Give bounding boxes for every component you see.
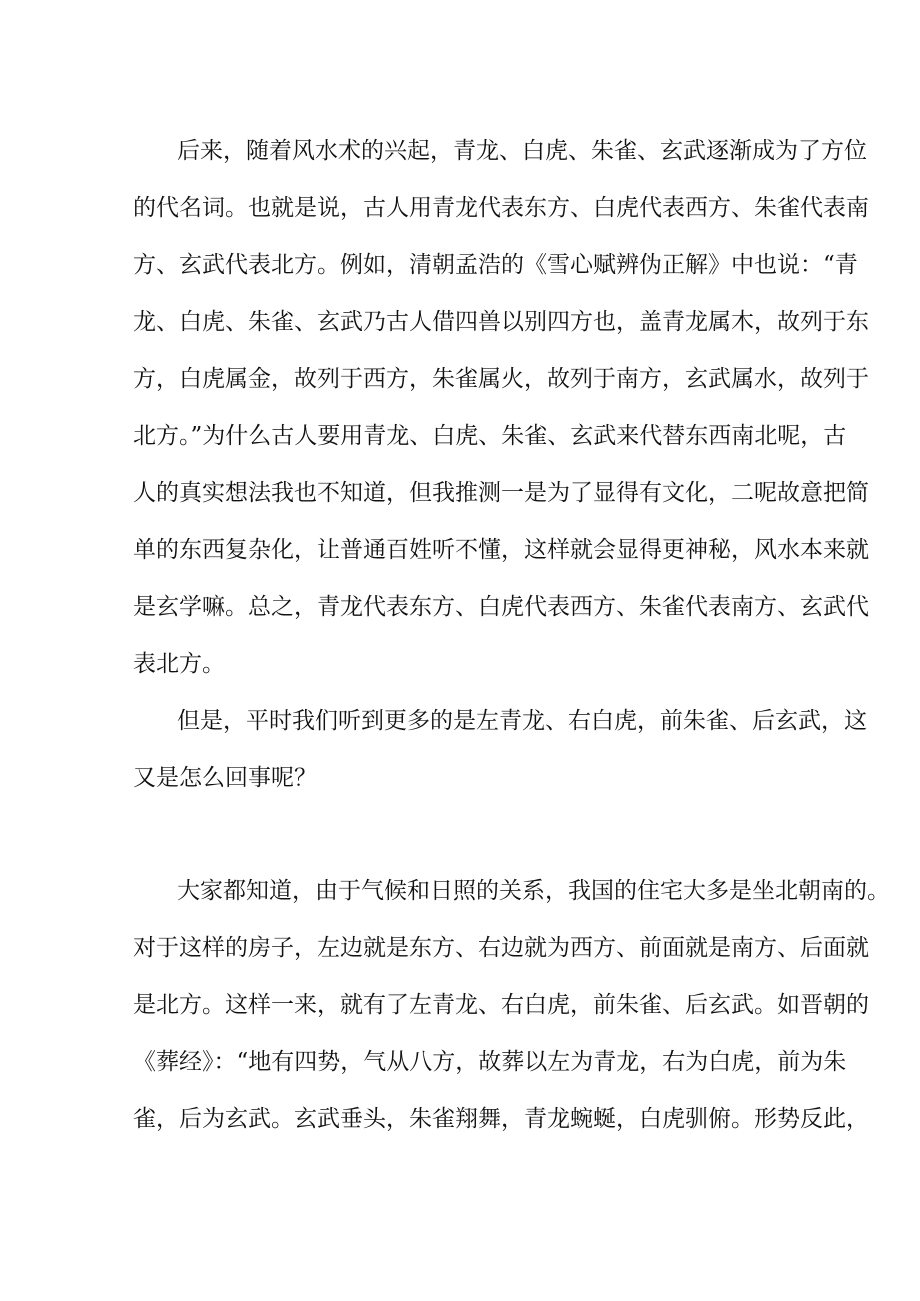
text-line: 大家都知道，由于气候和日照的关系，我国的住宅大多是坐北朝南的。 bbox=[177, 878, 890, 904]
text-line: 方，白虎属金，故列于西方，朱雀属火，故列于南方，玄武属水，故列于 bbox=[133, 366, 869, 392]
text-line: 《葬经》：“地有四势，气从八方，故葬以左为青龙，右为白虎，前为朱 bbox=[133, 1049, 847, 1075]
text-line: 北方。”为什么古人要用青龙、白虎、朱雀、玄武来代替东西南北呢，古 bbox=[133, 423, 847, 449]
text-line: 雀，后为玄武。玄武垂头，朱雀翔舞，青龙蜿蜒，白虎驯俯。形势反此， bbox=[133, 1106, 869, 1132]
text-line: 的代名词。也就是说，古人用青龙代表东方、白虎代表西方、朱雀代表南 bbox=[133, 195, 869, 221]
text-line: 龙、白虎、朱雀、玄武乃古人借四兽以别四方也，盖青龙属木，故列于东 bbox=[133, 309, 869, 335]
text-line: 又是怎么回事呢？ bbox=[133, 765, 317, 791]
text-line: 对于这样的房子，左边就是东方、右边就为西方、前面就是南方、后面就 bbox=[133, 935, 869, 961]
text-line: 人的真实想法我也不知道，但我推测一是为了显得有文化，二呢故意把简 bbox=[133, 480, 869, 506]
text-line: 但是，平时我们听到更多的是左青龙、右白虎，前朱雀、后玄武，这 bbox=[177, 708, 867, 734]
text-line: 方、玄武代表北方。例如，清朝孟浩的《雪心赋辨伪正解》中也说：“青 bbox=[133, 252, 858, 278]
text-line: 单的东西复杂化，让普通百姓听不懂，这样就会显得更神秘，风水本来就 bbox=[133, 537, 869, 563]
text-line: 是北方。这样一来，就有了左青龙、右白虎，前朱雀、后玄武。如晋朝的 bbox=[133, 992, 869, 1018]
text-line: 是玄学嘛。总之，青龙代表东方、白虎代表西方、朱雀代表南方、玄武代 bbox=[133, 594, 869, 620]
text-line: 后来，随着风水术的兴起，青龙、白虎、朱雀、玄武逐渐成为了方位 bbox=[177, 138, 867, 164]
text-line: 表北方。 bbox=[133, 651, 225, 677]
